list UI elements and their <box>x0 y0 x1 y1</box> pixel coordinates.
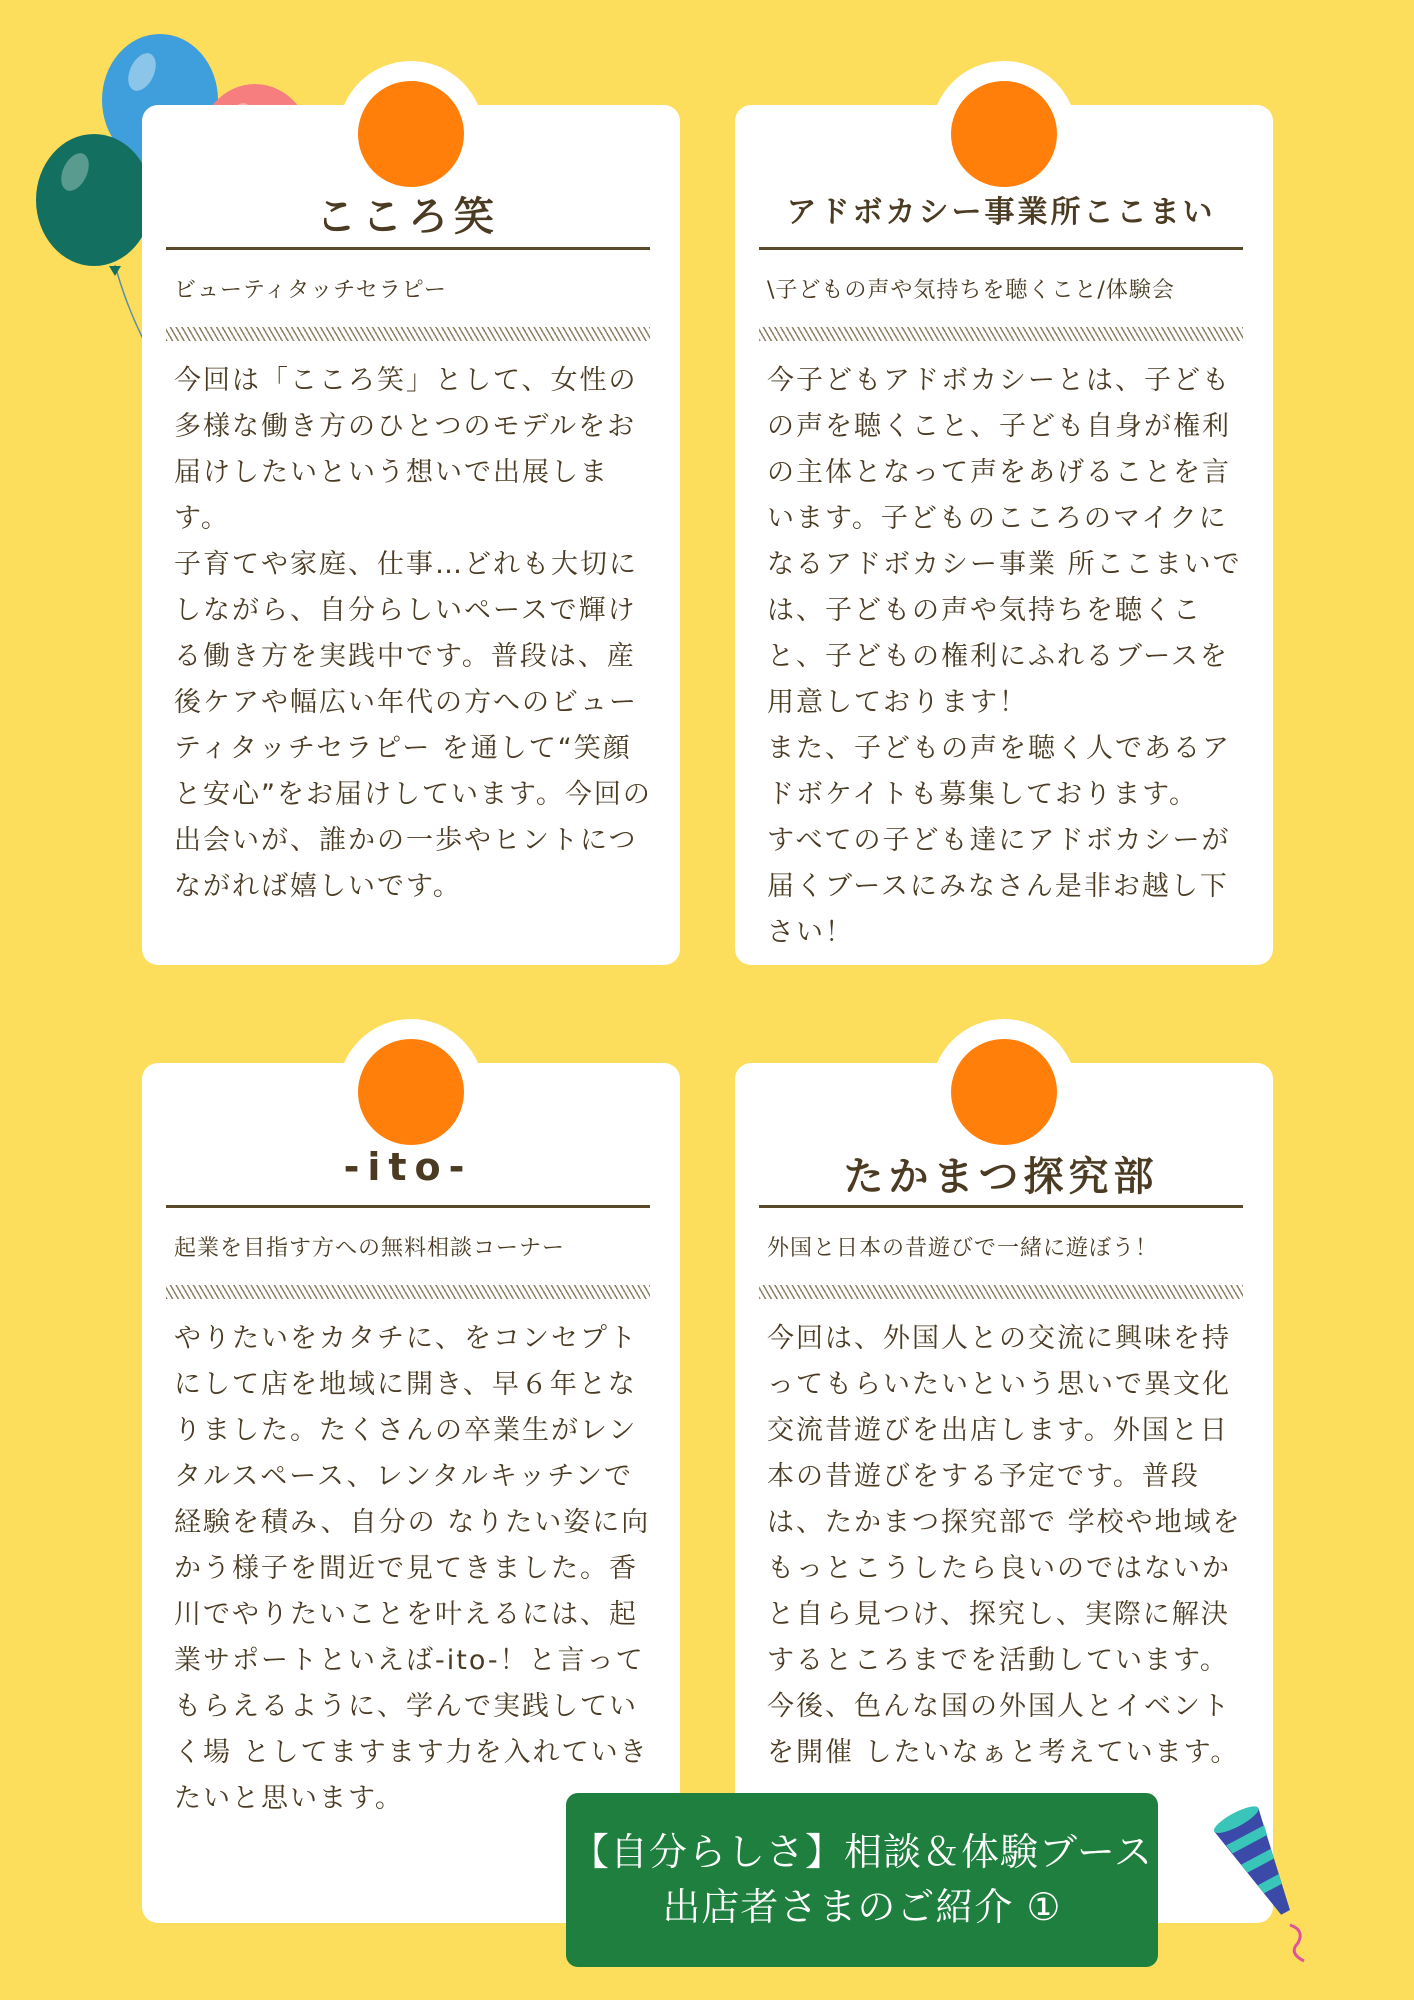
card-paragraph: すべての子ども達にアドボカシーが届くブースにみなさん是非お越し下さい！ <box>767 825 1231 948</box>
hatch-divider <box>759 1285 1243 1299</box>
hatch-divider <box>759 327 1243 341</box>
card-subtitle: 外国と日本の昔遊びで一緒に遊ぼう！ <box>767 1236 1159 1261</box>
orange-dot-icon <box>951 81 1057 187</box>
orange-dot-icon <box>951 1039 1057 1145</box>
card-title: こころ笑 <box>316 194 500 240</box>
banner-line-1: 【自分らしさ】相談＆体験ブース <box>571 1830 1153 1874</box>
title-underline <box>166 1205 650 1208</box>
card-subtitle: 起業を目指す方への無料相談コーナー <box>174 1236 566 1261</box>
title-underline <box>759 247 1243 250</box>
card-description <box>767 358 1251 956</box>
title-underline <box>759 1205 1243 1208</box>
card-description <box>767 1316 1251 1776</box>
hatch-divider <box>166 327 650 341</box>
exhibitor-card-kokoroemi <box>142 105 680 965</box>
title-banner <box>566 1793 1158 1967</box>
banner-line-2: 出店者さまのご紹介 ① <box>662 1885 1062 1929</box>
card-title: たかまつ探究部 <box>843 1154 1159 1200</box>
card-title: アドボカシー事業所ここまい <box>786 195 1216 230</box>
card-description <box>174 358 658 910</box>
card-title: -ito- <box>343 1145 473 1189</box>
card-paragraph: 今子どもアドボカシーとは、子どもの声を聴くこと、子ども自身が権利の主体となって声をあげることを言います。子どものこころのマイクになるアドボカシー事業 所ここまいでは、子どもの声や気持ちを聴くこと、子どもの権利にふれるブースを用意しております！ <box>767 365 1242 718</box>
orange-dot-icon <box>358 81 464 187</box>
party-horn-illustration <box>1195 1795 1325 1965</box>
orange-dot-icon <box>358 1039 464 1145</box>
card-description <box>174 1316 658 1822</box>
hatch-divider <box>166 1285 650 1299</box>
card-paragraph: 今回は、外国人との交流に興味を持ってもらいたいという思いで異文化交流昔遊びを出店します。外国と日本の昔遊びをする予定です。普段は、たかまつ探究部で 学校や地域をもっとこうしたら良いのではないかと自ら見つけ、探究し、実際に解決するところまでを活動しています。今後、色んな国の外国人とイベントを開催 したいなぁと考えています。 <box>767 1323 1242 1768</box>
exhibitor-card-kokomai <box>735 105 1273 965</box>
card-paragraph: 子育てや家庭、仕事…どれも大切にしながら、自分らしいペースで輝ける働き方を実践中です。普段は、産後ケアや幅広い年代の方へのビューティタッチセラピー を通して“笑顔と安心”をお届けしています。今回の出会いが、誰かの一歩やヒントにつながれば嬉しいです。 <box>174 549 652 902</box>
card-paragraph: やりたいをカタチに、をコンセプトにして店を地域に開き、早６年となりました。たくさんの卒業生がレンタルスペース、レンタルキッチンで経験を積み、自分の なりたい姿に向かう様子を間近で見てきました。香川でやりたいことを叶えるには、起業サポートといえば-ito-！と言ってもらえるように、学んで実践していく場 としてますます力を入れていきたいと思います。 <box>174 1323 651 1814</box>
title-underline <box>166 247 650 250</box>
card-subtitle: \子どもの声や気持ちを聴くこと/体験会 <box>767 278 1175 303</box>
card-paragraph: また、子どもの声を聴く人であるアドボケイトも募集しております。 <box>767 733 1231 810</box>
card-subtitle: ビューティタッチセラピー <box>174 278 447 303</box>
card-paragraph: 今回は「こころ笑」として、女性の多様な働き方のひとつのモデルをお届けしたいという想いで出展します。 <box>174 365 638 534</box>
